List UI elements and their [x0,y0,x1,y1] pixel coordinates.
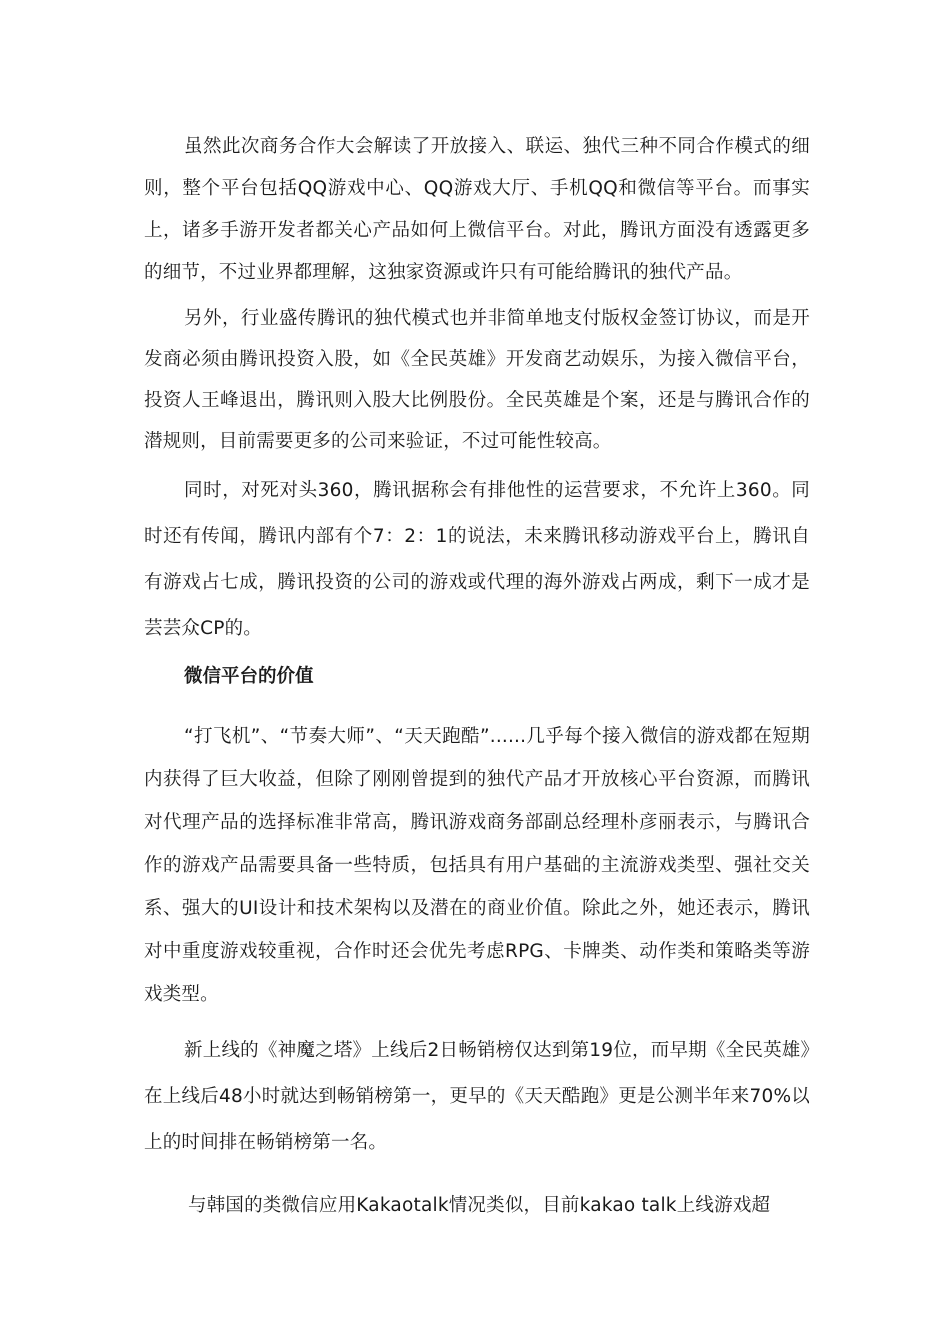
section-heading-wechat-value: 微信平台的价值 [184,666,314,687]
paragraph-kakaotalk: 与韩国的类微信应用Kakaotalk情况类似，目前kakao talk上线游戏超 [188,1195,771,1216]
paragraph-platform-ratio: 同时，对死对头360，腾讯据称会有排他性的运营要求，不允许上360。同时还有传闻，腾讯内部有个7：2：1的说法，未来腾讯移动游戏平台上，腾讯自有游戏占七成，腾讯投资的公司的游戏或代理的海外游戏占两成，剩下一成才是芸芸众CP的。 [144,480,810,639]
paragraph-chart-rankings: 新上线的《神魔之塔》上线后2日畅销榜仅达到第19位，而早期《全民英雄》在上线后48小时就达到畅销榜第一，更早的《天天酷跑》更是公测半年来70%以上的时间排在畅销榜第一名。 [144,1040,810,1153]
paragraph-exclusive-agency-model: 另外，行业盛传腾讯的独代模式也并非简单地支付版权金签订协议，而是开发商必须由腾讯投资入股，如《全民英雄》开发商艺动娱乐，为接入微信平台，投资人王峰退出，腾讯则入股大比例股份。全民英雄是个案，还是与腾讯合作的潜规则，目前需要更多的公司来验证，不过可能性较高。 [144,308,810,452]
paragraph-open-access-models: 虽然此次商务合作大会解读了开放接入、联运、独代三种不同合作模式的细则，整个平台包括QQ游戏中心、QQ游戏大厅、手机QQ和微信等平台。而事实上，诸多手游开发者都关心产品如何上微信平台。对此，腾讯方面没有透露更多的细节，不过业界都理解，这独家资源或许只有可能给腾讯的独代产品。 [144,136,810,283]
paragraph-wechat-games-selection: “打飞机”、“节奏大师”、“天天跑酷”......几乎每个接入微信的游戏都在短期内获得了巨大收益，但除了刚刚曾提到的独代产品才开放核心平台资源，而腾讯对代理产品的选择标准非常高，腾讯游戏商务部副总经理朴彦丽表示，与腾讯合作的游戏产品需要具备一些特质，包括具有用户基础的主流游戏类型、强社交关系、强大的UI设计和技术架构以及潜在的商业价值。除此之外，她还表示，腾讯对中重度游戏较重视，合作时还会优先考虑RPG、卡牌类、动作类和策略类等游戏类型。 [144,726,810,1005]
